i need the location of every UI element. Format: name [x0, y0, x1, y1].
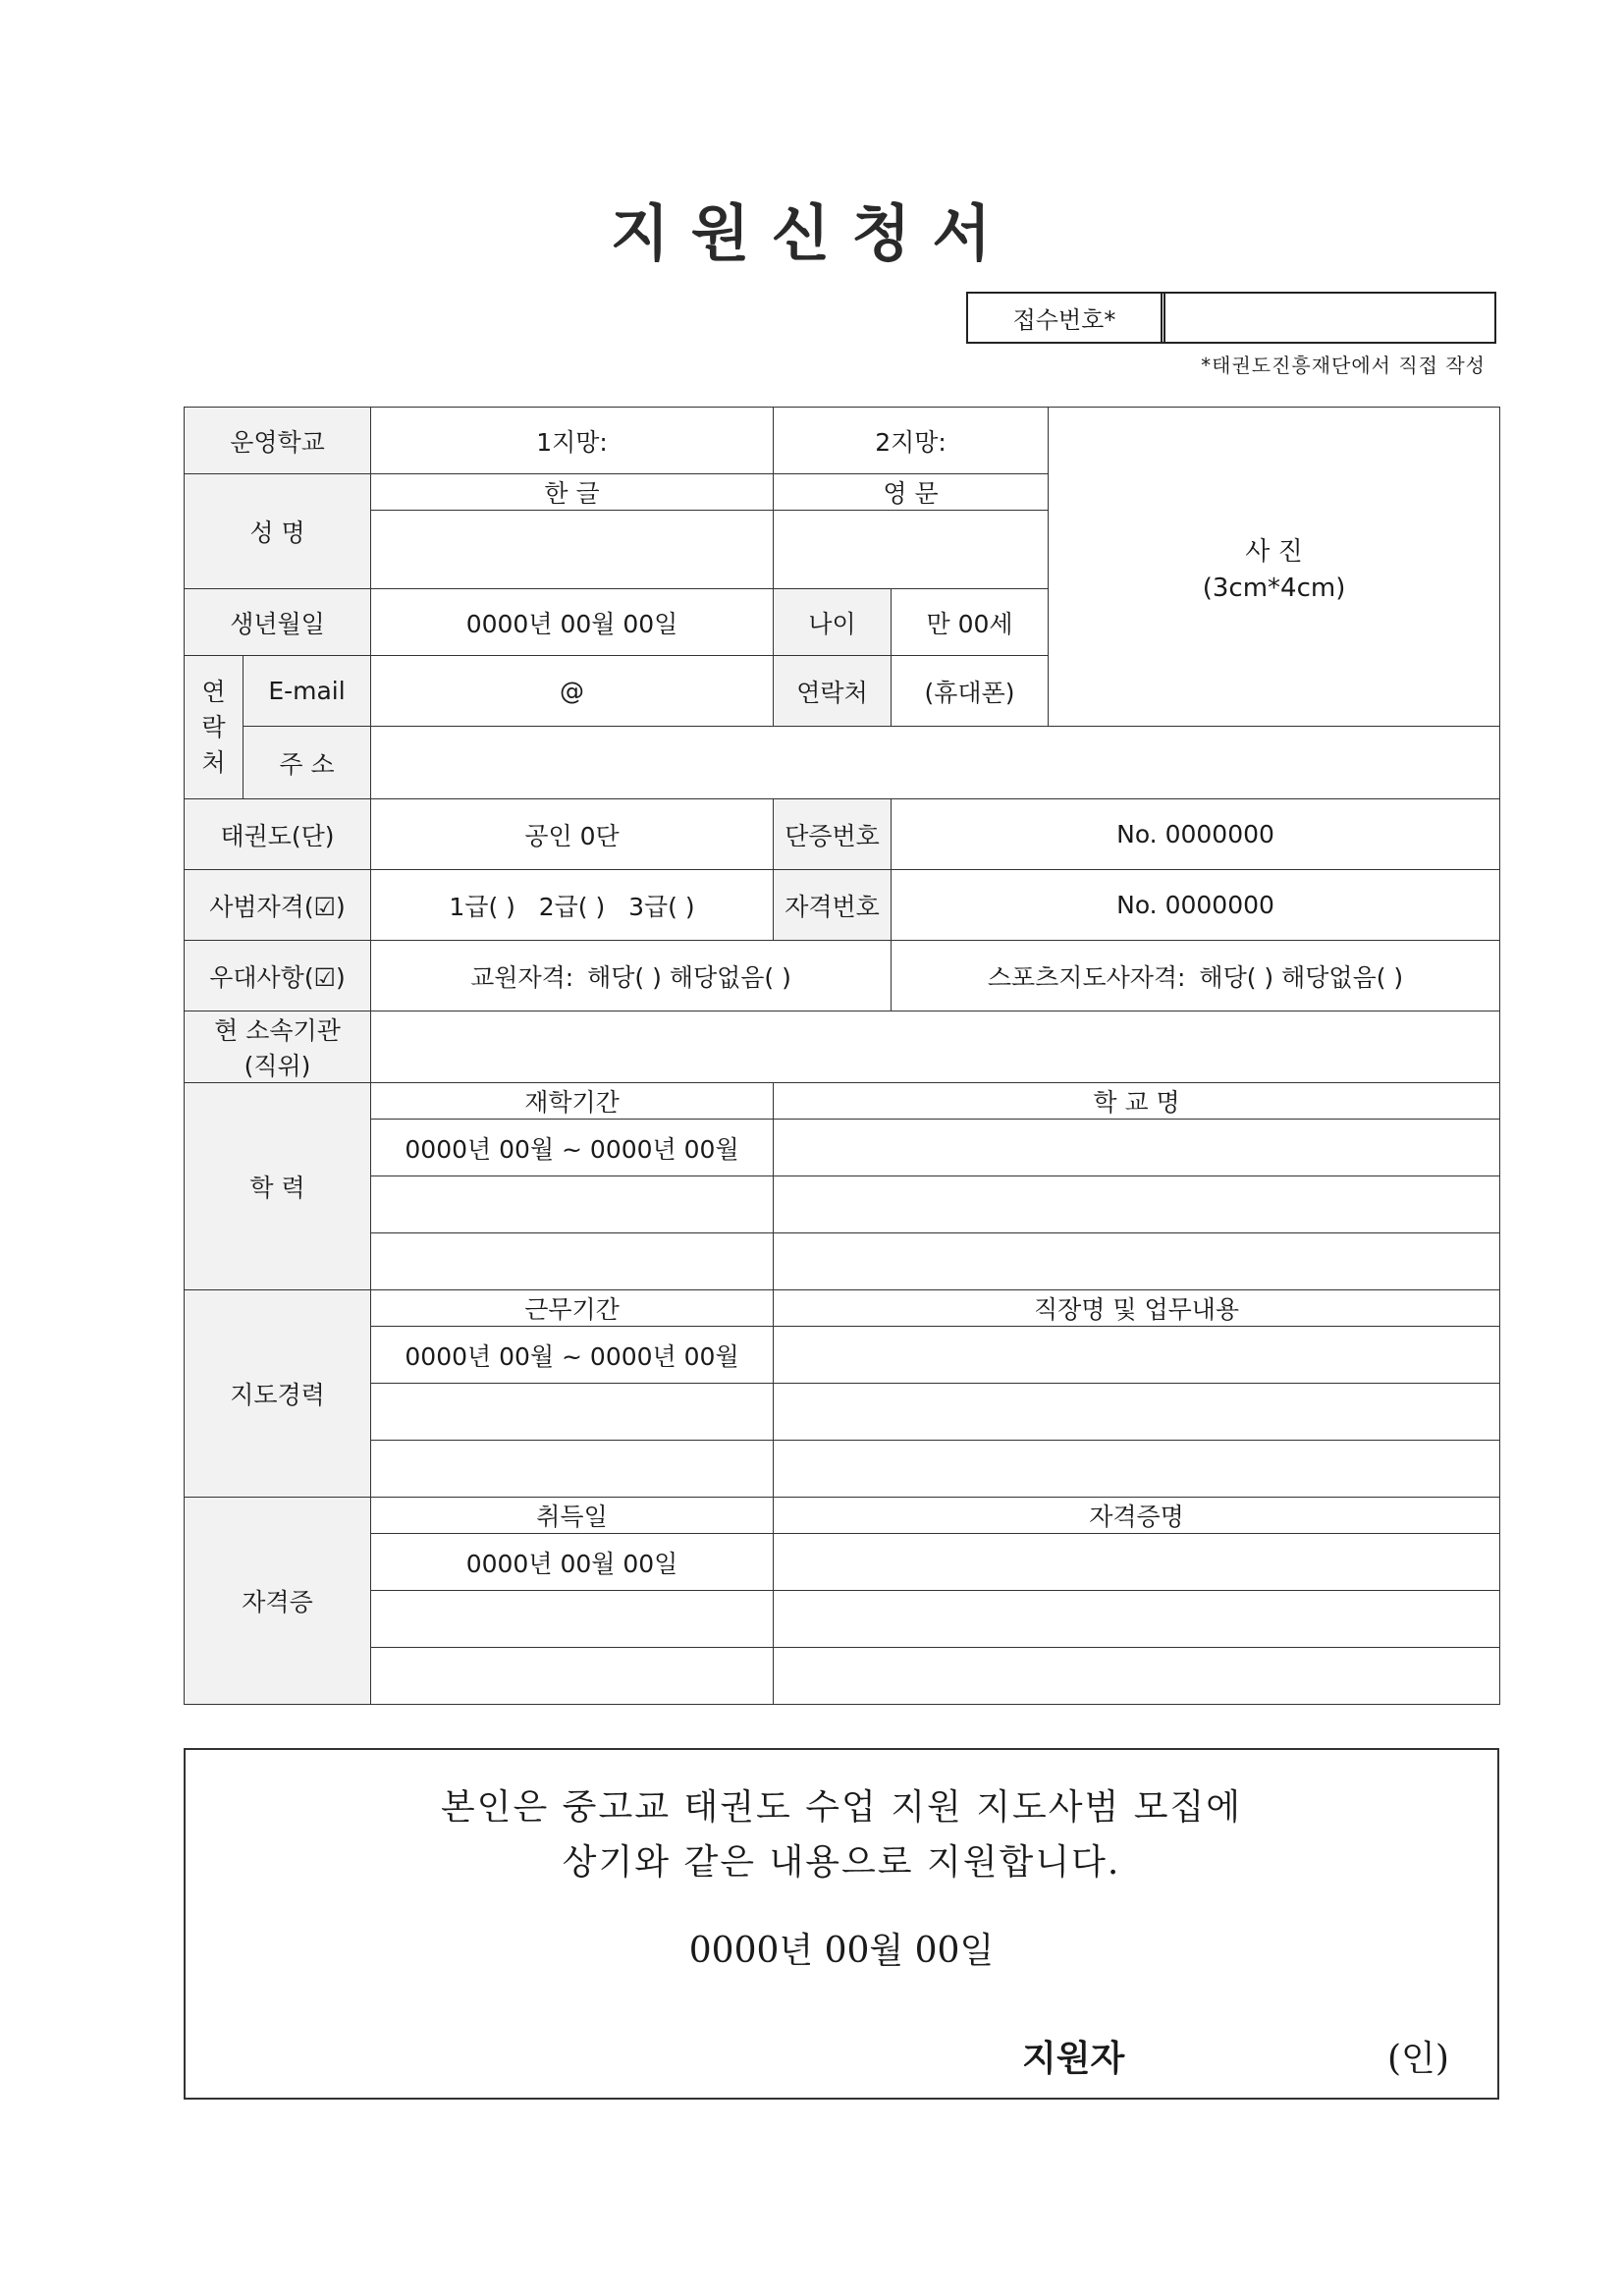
edu-period-header: 재학기간 [371, 1083, 774, 1120]
name-hangul-field[interactable] [371, 511, 774, 589]
license-date-1[interactable]: 0000년 00월 00일 [371, 1534, 774, 1591]
photo-size: (3cm*4cm) [1202, 573, 1346, 603]
master-grade3[interactable]: 3급( ) [628, 892, 695, 921]
sports-label: 스포츠지도사자격: [987, 962, 1186, 992]
phone-field[interactable]: (휴대폰) [892, 656, 1049, 727]
choice2-field[interactable]: 2지망: [774, 408, 1049, 474]
career-period-2[interactable] [371, 1384, 774, 1441]
choice1-field[interactable]: 1지망: [371, 408, 774, 474]
receipt-number-box [966, 292, 1496, 344]
photo-box [1049, 408, 1500, 727]
teacher-options[interactable]: 해당( ) 해당없음( ) [587, 962, 791, 992]
edu-school-1[interactable] [774, 1120, 1500, 1176]
phone-label: 연락처 [774, 656, 892, 727]
license-date-3[interactable] [371, 1648, 774, 1705]
edu-period-3[interactable] [371, 1233, 774, 1290]
license-date-header: 취득일 [371, 1498, 774, 1534]
master-grade2[interactable]: 2급( ) [538, 892, 606, 921]
cert-no-field[interactable]: No. 0000000 [892, 870, 1500, 941]
declaration-line2: 상기와 같은 내용으로 지원합니다. [562, 1842, 1121, 1883]
name-english-field[interactable] [774, 511, 1049, 589]
receipt-number-label: 접수번호* [968, 294, 1165, 342]
license-name-3[interactable] [774, 1648, 1500, 1705]
tkd-field[interactable]: 공인 0단 [371, 799, 774, 870]
career-desc-3[interactable] [774, 1441, 1500, 1498]
master-grades [371, 870, 774, 941]
sports-options[interactable]: 해당( ) 해당없음( ) [1199, 962, 1404, 992]
age-label: 나이 [774, 589, 892, 656]
birth-label: 생년월일 [185, 589, 371, 656]
master-label: 사범자격(☑) [185, 870, 371, 941]
english-header: 영 문 [774, 474, 1049, 511]
declaration-box [184, 1748, 1499, 2100]
career-desc-2[interactable] [774, 1384, 1500, 1441]
teacher-qualification [371, 941, 892, 1011]
address-field[interactable] [371, 727, 1500, 799]
email-field[interactable]: @ [371, 656, 774, 727]
tkd-label: 태권도(단) [185, 799, 371, 870]
email-label: E-mail [243, 656, 371, 727]
license-name-1[interactable] [774, 1534, 1500, 1591]
receipt-number-field[interactable] [1165, 294, 1494, 342]
application-form-table [184, 407, 1500, 1705]
edu-period-1[interactable]: 0000년 00월 ~ 0000년 00월 [371, 1120, 774, 1176]
career-desc-header: 직장명 및 업무내용 [774, 1290, 1500, 1327]
license-name-header: 자격증명 [774, 1498, 1500, 1534]
career-period-header: 근무기간 [371, 1290, 774, 1327]
edu-school-3[interactable] [774, 1233, 1500, 1290]
name-label: 성 명 [185, 474, 371, 589]
pref-label: 우대사항(☑) [185, 941, 371, 1011]
address-label: 주 소 [243, 727, 371, 799]
school-label: 운영학교 [185, 408, 371, 474]
photo-label: 사 진 [1245, 536, 1303, 567]
hangul-header: 한 글 [371, 474, 774, 511]
dan-no-field[interactable]: No. 0000000 [892, 799, 1500, 870]
cert-no-label: 자격번호 [774, 870, 892, 941]
edu-school-2[interactable] [774, 1176, 1500, 1233]
page-title: 지원신청서 [610, 197, 1013, 269]
org-label [185, 1011, 371, 1083]
receipt-note: *태권도진흥재단에서 직접 작성 [1201, 354, 1486, 377]
license-label: 자격증 [185, 1498, 371, 1705]
career-desc-1[interactable] [774, 1327, 1500, 1384]
edu-period-2[interactable] [371, 1176, 774, 1233]
applicant-label: 지원자 [1022, 2038, 1125, 2079]
master-grade1[interactable]: 1급( ) [449, 892, 515, 921]
career-period-3[interactable] [371, 1441, 774, 1498]
sports-qualification [892, 941, 1500, 1011]
declaration-date[interactable]: 0000년 00월 00일 [688, 1931, 995, 1971]
license-name-2[interactable] [774, 1591, 1500, 1648]
org-label-text: 현 소속기관 [214, 1016, 341, 1045]
seal-mark[interactable]: (인) [1387, 2039, 1449, 2079]
dan-no-label: 단증번호 [774, 799, 892, 870]
career-label: 지도경력 [185, 1290, 371, 1498]
org-field[interactable] [371, 1011, 1500, 1083]
teacher-label: 교원자격: [470, 962, 574, 992]
org-label-sub: (직위) [243, 1052, 311, 1080]
contact-label-text: 연락처 [201, 677, 226, 777]
age-field[interactable]: 만 00세 [892, 589, 1049, 656]
contact-label [185, 656, 243, 799]
career-period-1[interactable]: 0000년 00월 ~ 0000년 00월 [371, 1327, 774, 1384]
edu-label: 학 력 [185, 1083, 371, 1290]
declaration-line1: 본인은 중고교 태권도 수업 지원 지도사범 모집에 [440, 1787, 1243, 1828]
edu-school-header: 학 교 명 [774, 1083, 1500, 1120]
license-date-2[interactable] [371, 1591, 774, 1648]
birth-field[interactable]: 0000년 00월 00일 [371, 589, 774, 656]
